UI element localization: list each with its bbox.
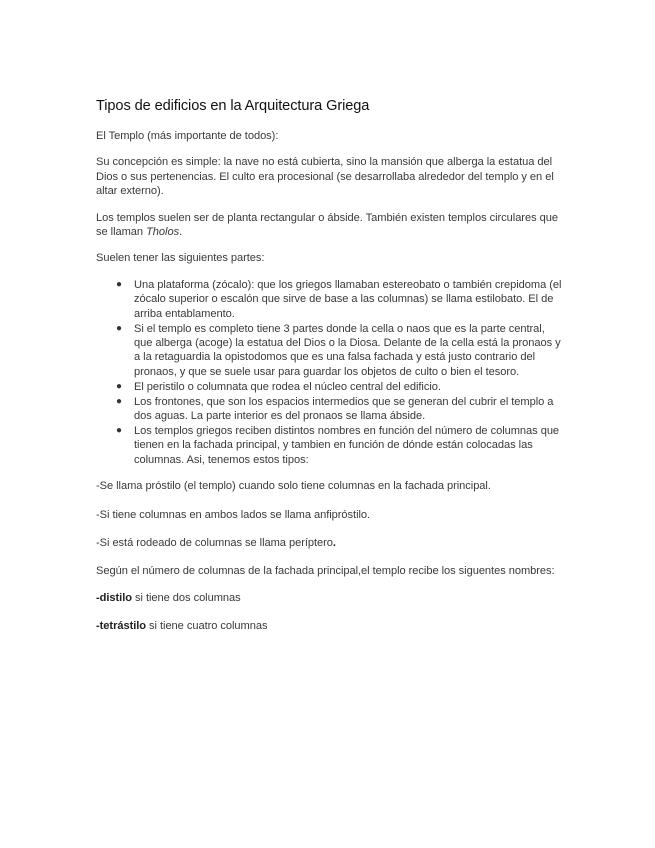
type-prostilo: -Se llama próstilo (el templo) cuando solo tiene columnas en la fachada principal. — [96, 480, 491, 493]
tetrastilo-line — [96, 619, 566, 633]
bullet-icon: ● — [116, 395, 122, 407]
list-item — [116, 424, 566, 467]
paragraph-planta-end: . — [179, 226, 183, 239]
distilo-prefix: - — [96, 591, 100, 604]
bullet-icon: ● — [116, 380, 122, 392]
type-anfiprostilo: -Si tiene columnas en ambos lados se llama anfipróstilo. — [96, 508, 371, 521]
temple-heading: El Templo (más importante de todos): — [96, 130, 279, 142]
bullet-icon: ● — [116, 424, 122, 436]
paragraph-planta-text: Los templos suelen ser de planta rectangular o ábside. También existen templos circulares que se llaman — [96, 211, 558, 239]
bullet-icon: ● — [116, 278, 122, 290]
tetrastilo-term: tetrástilo — [99, 620, 147, 633]
paragraph-concepcion: Su concepción es simple: la nave no está cubierta, sino la mansión que alberga la estatua del Dios o sus pertenencias. El culto era procesional (se desarrollaba alrededor del templo y en el altar externo). — [96, 156, 554, 198]
list-item-text: Los templos griegos reciben distintos nombres en función del número de columnas que tienen en la fachada principal, y tambien en función de dónde están colocadas las columnas. Asi, tenemos estos tipos: — [134, 424, 560, 466]
tholos-term: Tholos — [146, 226, 180, 239]
tetrastilo-rest: si tiene cuatro columnas — [146, 620, 268, 633]
list-item-text: El peristilo o columnata que rodea el núcleo central del edificio. — [134, 380, 441, 393]
distilo-line — [96, 591, 566, 605]
distilo-term: distilo — [99, 591, 132, 604]
paragraph-planta — [96, 211, 566, 240]
list-item-text: Los frontones, que son los espacios intermedios que se generan del cubrir el templo a dos aguas. La parte interior es del pronaos se llama ábside. — [134, 395, 554, 422]
list-item — [116, 278, 566, 321]
columns-intro: Según el número de columnas de la fachada principal,el templo recibe los siguentes nombres: — [96, 565, 555, 578]
type-periptero-text: -Si está rodeado de columnas se llama períptero — [96, 536, 333, 549]
list-item-text: Una plataforma (zócalo): que los griegos llamaban estereobato o también crepidoma (el zócalo superior o escalón que sirve de base a las columnas) se llama estilobato. El de arriba entablamento. — [134, 278, 562, 320]
parts-list — [96, 278, 566, 467]
bullet-icon: ● — [116, 322, 122, 334]
tetrastilo-prefix: - — [96, 620, 100, 633]
list-item-text: Si el templo es completo tiene 3 partes donde la cella o naos que es la parte central, que alberga (acoge) la estatua del Dios o la Diosa. Delante de la cella está la pronaos y a la retaguardia la opistodomos que es una falsa fachada y está justo contrario del pronaos, y que se suele usar para guardar los objetos de culto o bien el tesoro. — [134, 322, 561, 378]
type-periptero-period: . — [332, 536, 336, 549]
type-periptero — [96, 536, 566, 550]
document-title: Tipos de edificios en la Arquitectura Griega — [96, 98, 370, 114]
list-item — [116, 395, 566, 424]
list-item — [116, 322, 566, 380]
document-page — [96, 96, 566, 646]
list-item — [116, 380, 566, 394]
parts-intro: Suelen tener las siguientes partes: — [96, 252, 265, 265]
distilo-rest: si tiene dos columnas — [131, 591, 241, 604]
